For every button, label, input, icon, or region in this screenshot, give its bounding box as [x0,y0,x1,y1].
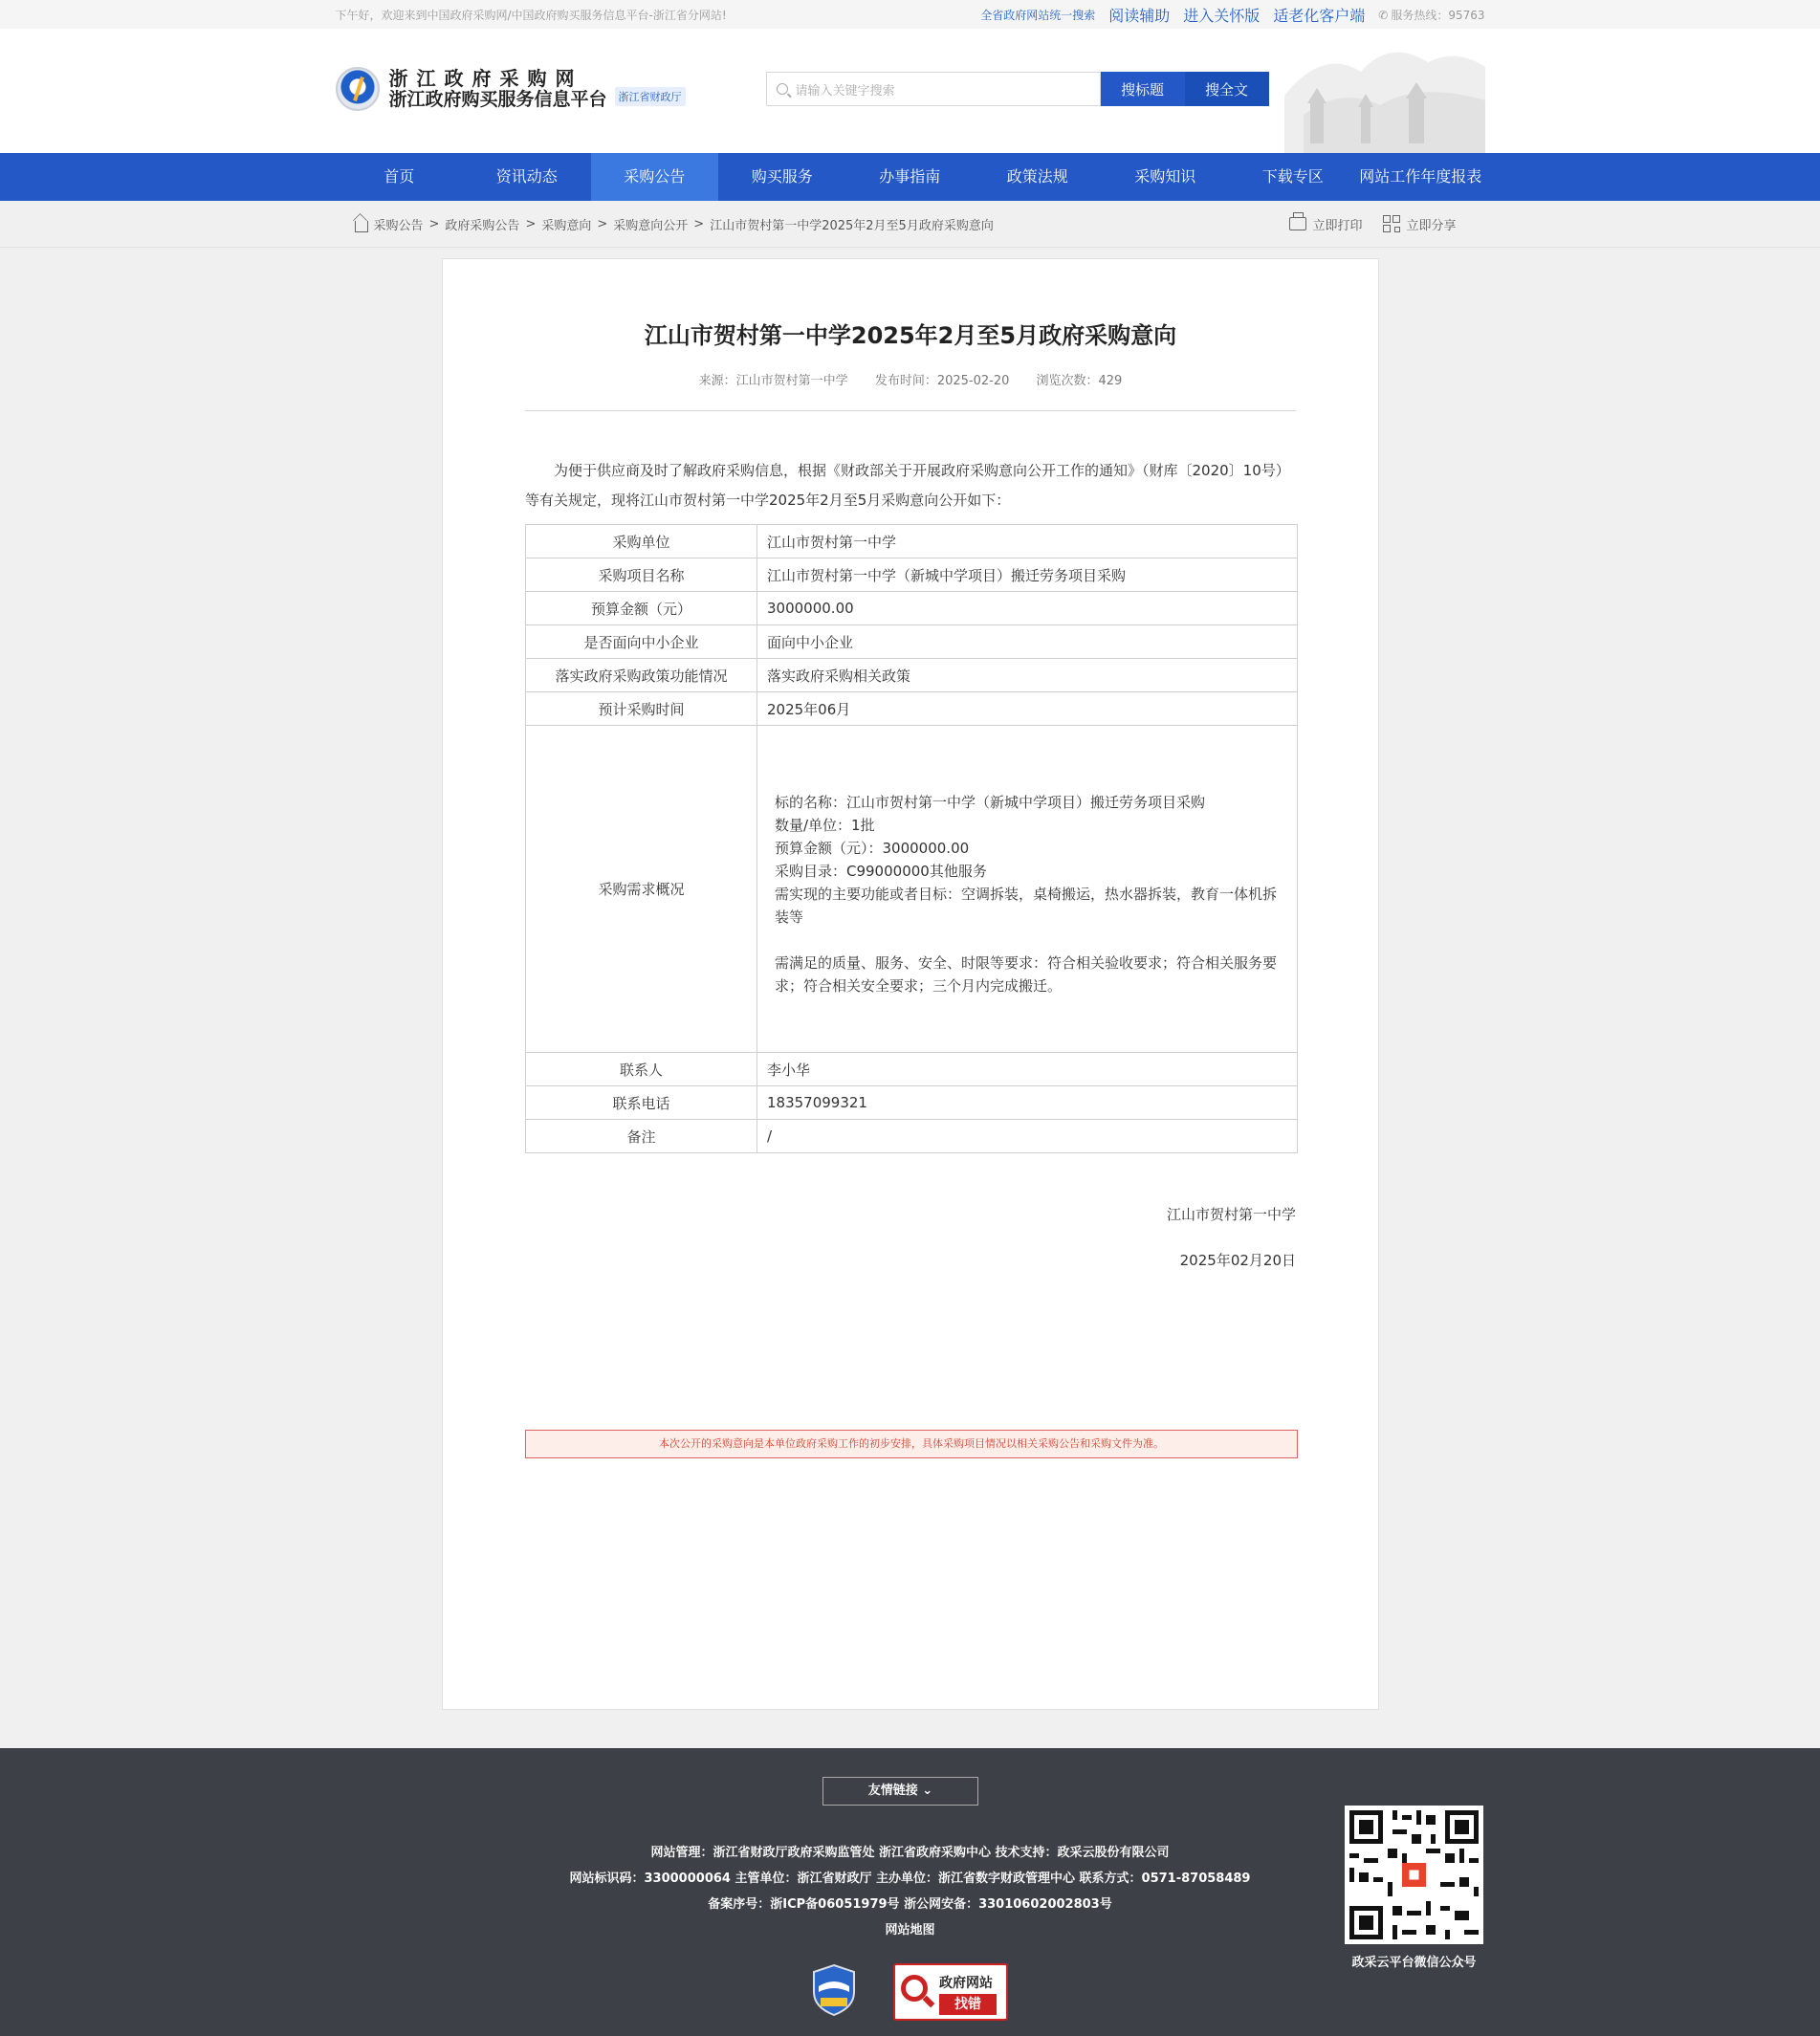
welcome-text: 下午好，欢迎来到中国政府采购网/中国政府购买服务信息平台-浙江省分网站! [335,8,727,22]
search-bar [766,72,1269,106]
search-placeholder: 请输入关键字搜索 [795,83,895,99]
table-row [526,726,1298,1053]
table-key-cell: 采购项目名称 [526,558,757,592]
site-header [0,29,1820,153]
share-label: 立即分享 [1406,218,1457,233]
table-row [526,692,1298,726]
table-value-cell: 江山市贺村第一中学 [757,525,1298,558]
sign-organization: 江山市贺村第一中学 [1166,1206,1296,1223]
table-value-cell: 落实政府采购相关政策 [757,659,1298,692]
qr-caption: 政采云平台微信公众号 [1351,1956,1477,1970]
table-value-cell: 江山市贺村第一中学（新城中学项目）搬迁劳务项目采购 [757,558,1298,592]
table-row [526,625,1298,659]
breadcrumb-separator: > [597,216,608,231]
nav-item[interactable]: 网站工作年度报表 [1359,167,1482,186]
elderly-client-link[interactable]: 适老化客户端 [1273,6,1366,25]
hotline-text: 服务热线：95763 [1391,8,1485,22]
breadcrumb-item[interactable]: 采购意向 [541,218,592,233]
search-all-link[interactable]: 全省政府网站统一搜索 [980,8,1096,22]
nav-item[interactable]: 办事指南 [879,167,941,186]
table-value-cell: / [757,1120,1298,1153]
nav-item[interactable]: 采购知识 [1134,167,1196,186]
site-footer [0,1748,1820,2036]
footer-line: 网站标识码：3300000064 主管单位：浙江省财政厅 主办单位：浙江省数字财政管理中心 联系方式：0571-87058489 [569,1872,1251,1886]
footer-icp[interactable]: 备案序号：浙ICP备06051979号 浙公网安备：33010602002803号 [708,1897,1112,1912]
article-card [442,258,1379,1710]
friend-links-dropdown[interactable]: 友情链接 ⌄ [822,1777,978,1806]
article-title: 江山市贺村第一中学2025年2月至5月政府采购意向 [644,322,1177,349]
logo-subtitle: 浙江政府购买服务信息平台 [388,89,607,110]
table-value-cell: 面向中小企业 [757,625,1298,659]
party-government-badge-icon[interactable] [811,1963,857,2017]
table-key-cell: 采购单位 [526,525,757,558]
table-row [526,1086,1298,1120]
nav-item[interactable]: 购买服务 [751,167,813,186]
table-value-cell: 2025年06月 [757,692,1298,726]
nav-item[interactable]: 首页 [384,167,415,186]
table-key-cell: 是否面向中小企业 [526,625,757,659]
top-bar [0,0,1820,29]
divider [525,410,1296,411]
breadcrumb-separator: > [693,216,705,231]
find-error-label: 找错 [939,1994,997,2015]
care-version-link[interactable]: 进入关怀版 [1183,6,1261,25]
table-row [526,1053,1298,1086]
table-row [526,558,1298,592]
table-key-cell: 联系电话 [526,1086,757,1120]
table-key-cell: 落实政府采购政策功能情况 [526,659,757,692]
table-row [526,659,1298,692]
home-icon[interactable] [355,221,368,232]
breadcrumb-separator: > [525,216,537,231]
table-value-cell: 李小华 [757,1053,1298,1086]
breadcrumb-item[interactable]: 采购意向公开 [613,218,689,233]
reading-aid-link[interactable]: 阅读辅助 [1108,6,1171,25]
logo-emblem-icon [336,67,380,111]
breadcrumb-bar [0,201,1820,248]
find-error-badge[interactable] [893,1963,1008,2021]
table-key-cell: 联系人 [526,1053,757,1086]
breadcrumb-item[interactable]: 采购公告 [373,218,424,233]
breadcrumb-current: 江山市贺村第一中学2025年2月至5月政府采购意向 [710,218,994,233]
magnifier-icon [901,1975,928,2002]
search-icon [777,83,788,95]
table-value-cell [757,726,1298,1053]
table-key-cell: 预算金额（元） [526,592,757,625]
qr-code-icon [1383,215,1400,232]
table-key-cell: 备注 [526,1120,757,1153]
article-publish-time: 发布时间：2025-02-20 [874,374,1010,388]
logo-title: 浙江政府采购网 [388,67,583,90]
disclaimer-notice: 本次公开的采购意向是本单位政府采购工作的初步安排，具体采购项目情况以相关采购公告和采购文件为准。 [525,1430,1298,1458]
table-key-cell: 采购需求概况 [526,726,757,1053]
print-button[interactable] [1289,215,1362,233]
article-views: 浏览次数：429 [1036,374,1123,388]
share-button[interactable] [1383,215,1456,233]
search-fulltext-button[interactable]: 搜全文 [1185,72,1269,106]
sign-date: 2025年02月20日 [1179,1252,1296,1269]
breadcrumb-item[interactable]: 政府采购公告 [445,218,520,233]
sitemap-link[interactable]: 网站地图 [885,1923,935,1937]
wechat-qr-code [1345,1806,1483,1944]
logo-tag: 浙江省财政厅 [615,87,686,106]
search-input[interactable] [766,72,1101,106]
article-source: 来源：江山市贺村第一中学 [698,374,848,388]
footer-line [0,1894,1820,1912]
print-label: 立即打印 [1312,218,1363,233]
table-value-cell: 3000000.00 [757,592,1298,625]
printer-icon [1289,217,1306,230]
table-row [526,592,1298,625]
breadcrumb-separator: > [428,216,440,231]
search-title-button[interactable]: 搜标题 [1101,72,1185,106]
intention-table [525,524,1298,1153]
requirement-text: 标的名称：江山市贺村第一中学（新城中学项目）搬迁劳务项目采购 数量/单位：1批 预算金额（元）：3000000.00 采购目录：C99000000其他服务 需实现的主要功能或者目标：空调拆装，桌椅搬运，热水器拆装，教育一体机拆装等 需满足的质量、服务、安全、时限等要求：符合相关验收要求；符合相关服务要求；符合相关安全要求；三个月内完成搬迁。 [775,793,1278,995]
nav-item[interactable]: 下载专区 [1261,167,1324,186]
phone-icon: ✆ [1378,8,1389,22]
footer-line: 网站管理：浙江省财政厅政府采购监管处 浙江省政府采购中心 技术支持：政采云股份有限公司 [650,1846,1170,1860]
table-value-cell: 18357099321 [757,1086,1298,1120]
nav-item[interactable]: 资讯动态 [495,167,558,186]
table-row [526,1120,1298,1153]
main-nav [0,153,1820,201]
article-intro: 为便于供应商及时了解政府采购信息，根据《财政部关于开展政府采购意向公开工作的通知》（财库〔2020〕10号）等有关规定，现将江山市贺村第一中学2025年2月至5月采购意向公开如下： [525,462,1290,509]
find-error-text: 政府网站 [939,1976,993,1991]
nav-item[interactable]: 政策法规 [1006,167,1068,186]
breadcrumb [336,215,994,233]
article-meta [443,370,1378,388]
nav-item[interactable]: 采购公告 [591,153,719,201]
site-logo[interactable] [336,67,686,111]
hotline [1378,7,1484,23]
table-row [526,525,1298,558]
pagoda-decoration-icon [1284,29,1485,153]
table-key-cell: 预计采购时间 [526,692,757,726]
